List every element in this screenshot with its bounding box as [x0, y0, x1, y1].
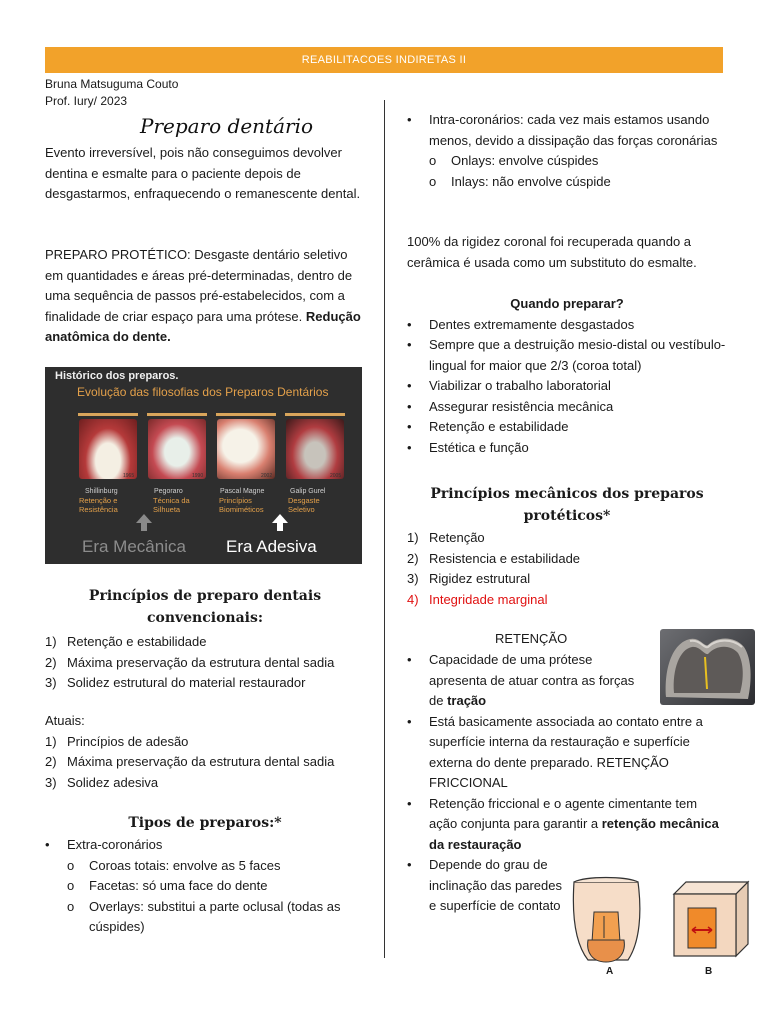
slide-title: Histórico dos preparos.	[55, 370, 179, 382]
slide-philosophy: Princípios Biomiméticos	[219, 496, 264, 514]
principios-convencionais-section	[45, 585, 365, 694]
author-name: Bruna Matsuguma Couto	[45, 77, 179, 91]
retencao-heading: RETENÇÃO	[495, 631, 568, 646]
retention-diagram	[566, 872, 756, 980]
arrow-shaft	[277, 523, 283, 531]
tipos-heading: Tipos de preparos:*	[128, 815, 282, 831]
list-item: o Overlays: substitui a parte oclusal (todas as cúspides)	[67, 898, 341, 934]
slide-bar	[147, 413, 207, 416]
preparo-protetico-text: PREPARO PROTÉTICO: Desgaste dentário seletivo em quantidades e áreas pré-determinadas, dentro de uma sequência de passos pré-estabelecidos, com a finalidade de criar espaço para uma prótese.	[45, 247, 353, 324]
list-item: 3) Rigidez estrutural	[407, 571, 531, 586]
slide-bar	[216, 413, 276, 416]
header-banner: REABILITACOES INDIRETAS II	[45, 47, 723, 73]
slide-author: Pascal Magne	[220, 488, 265, 495]
slide-year: 1965	[123, 473, 135, 479]
professor-year: Prof. Iury/ 2023	[45, 94, 128, 108]
list-item: 3) Solidez adesiva	[45, 774, 159, 790]
list-item: o Onlays: envolve cúspides	[429, 153, 599, 168]
era-adesiva-label: Era Adesiva	[226, 537, 317, 556]
mecanicos-list	[407, 528, 727, 610]
list-item-highlight: 4) Integridade marginal	[407, 591, 548, 607]
atuais-label: Atuais:	[45, 713, 85, 728]
list-item: 3) Solidez estrutural do material restaurador	[45, 675, 306, 690]
retencao-section	[407, 629, 657, 650]
arrow-up-icon	[272, 514, 288, 523]
arrow-up-icon	[136, 514, 152, 523]
quando-preparar-section	[407, 294, 727, 458]
list-item: • Dentes extremamente desgastados	[407, 316, 635, 332]
slide-bar	[78, 413, 138, 416]
preparo-protetico-bold: Redução anatômica do dente.	[45, 308, 361, 344]
rigidez-paragraph: 100% da rigidez coronal foi recuperada quando a cerâmica é usada como um substituto do esmalte.	[407, 234, 697, 270]
list-item: • Estética e função	[407, 439, 529, 455]
quando-list	[407, 315, 727, 459]
page-title: Preparo dentário	[140, 114, 314, 138]
list-item: • Depende do grau de inclinação das paredes e superfície de contato	[407, 857, 562, 913]
slide-year: 1990	[192, 473, 204, 479]
intra-list	[407, 110, 727, 192]
slide-author: Shillinburg	[85, 488, 118, 495]
tipos-section	[45, 812, 365, 938]
slide-philosophy: Retenção e Resistência	[79, 496, 118, 514]
tipos-list	[45, 835, 365, 938]
historico-slide-image	[45, 367, 362, 564]
list-item: • Assegurar resistência mecânica	[407, 398, 614, 414]
principios-mecanicos-section	[407, 483, 727, 610]
slide-bar	[285, 413, 345, 416]
slide-author: Pegoraro	[154, 488, 183, 495]
list-item: 1) Retenção e estabilidade	[45, 634, 207, 649]
slide-year: 2005	[330, 473, 342, 479]
list-item: • Está basicamente associada ao contato entre a superfície interna da restauração e superfície externa do dente preparado. RETENÇÃO FRICCIONAL	[407, 713, 703, 790]
intra-coronarios-section	[407, 110, 727, 192]
document-meta	[45, 76, 178, 110]
list-item: o Inlays: não envolve cúspide	[429, 173, 611, 189]
tooth-photo-1	[79, 419, 137, 479]
tooth-photo-2	[148, 419, 206, 479]
diagram-label-a: A	[606, 966, 614, 977]
principios-convencionais-list	[45, 632, 365, 694]
atuais-list	[45, 732, 365, 794]
slide-subtitle: Evolução das filosofias dos Preparos Dentários	[77, 385, 329, 399]
list-item: 1) Retenção	[407, 530, 485, 545]
list-item: • Retenção friccional e o agente cimentante tem ação conjunta para garantir a retenção mecânica da restauração	[407, 795, 719, 852]
principios-convencionais-heading: Princípios de preparo dentais convencionais:	[88, 588, 322, 626]
list-item: 2) Máxima preservação da estrutura dental sadia	[45, 754, 335, 769]
quando-heading: Quando preparar?	[510, 296, 624, 311]
list-item: • Viabilizar o trabalho laboratorial	[407, 378, 611, 393]
mecanicos-heading: Princípios mecânicos dos preparos protéticos*	[430, 486, 704, 524]
slide-year: 2002	[261, 473, 273, 479]
list-item: • Sempre que a destruição mesio-distal ou vestíbulo-lingual for maior que 2/3 (coroa total)	[407, 337, 726, 373]
list-item: • Intra-coronários: cada vez mais estamos usando menos, devido a dissipação das forças coronárias	[407, 112, 718, 148]
diagram-label-b: B	[705, 966, 713, 977]
atuais-section	[45, 711, 365, 793]
list-item: • Retenção e estabilidade	[407, 419, 569, 434]
slide-author: Galip Gurel	[290, 488, 326, 495]
column-divider	[384, 100, 385, 958]
tooth-photo-4	[286, 419, 344, 479]
era-mecanica-label: Era Mecânica	[82, 537, 186, 556]
slide-philosophy: Desgaste Seletivo	[288, 496, 320, 514]
list-item: 1) Princípios de adesão	[45, 733, 189, 749]
list-item: 2) Resistencia e estabilidade	[407, 550, 581, 566]
list-item: o Facetas: só uma face do dente	[67, 878, 268, 893]
list-item: 2) Máxima preservação da estrutura dental sadia	[45, 654, 335, 670]
intro-paragraph: Evento irreversível, pois não conseguimos devolver dentina e esmalte para o paciente depois de desgastarmos, enfraquecendo o remanescente dental.	[45, 145, 361, 201]
retention-diagram-svg	[566, 872, 756, 980]
list-item: o Coroas totais: envolve as 5 faces	[67, 857, 281, 873]
arrow-shaft	[141, 523, 147, 531]
preparo-protetico-paragraph	[45, 245, 365, 348]
list-item: • Extra-coronários	[45, 837, 163, 852]
list-item: • Capacidade de uma prótese apresenta de atuar contra as forças de tração	[407, 652, 635, 708]
tooth-photo-3	[217, 419, 275, 479]
slide-philosophy: Técnica da Silhueta	[153, 496, 190, 514]
